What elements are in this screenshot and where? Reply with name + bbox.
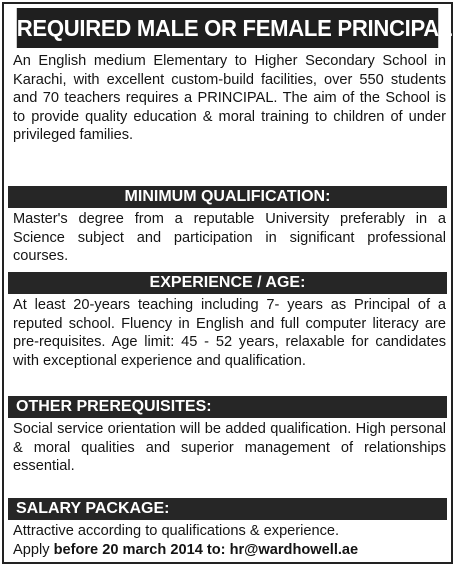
prerequisites-text: Social service orientation will be added qualification. High personal & moral qualities and superior management of relationships essential.: [13, 421, 446, 475]
qualification-heading: MINIMUM QUALIFICATION:: [8, 186, 447, 208]
experience-heading: EXPERIENCE / AGE:: [8, 272, 447, 294]
job-advertisement: [2, 2, 453, 564]
salary-text: Attractive according to qualifications & experience.: [13, 523, 340, 539]
prerequisites-heading: OTHER PREREQUISITES:: [8, 396, 447, 418]
intro-paragraph: An English medium Elementary to Higher Secondary School in Karachi, with excellent custom-build facilities, over 550 students and 70 teachers requires a PRINCIPAL. The aim of the School is to provide quality education & moral training to children of under privileged families.: [13, 53, 446, 144]
qualification-text: Master's degree from a reputable University preferably in a Science subject and participation in significant professional courses.: [13, 211, 446, 265]
apply-line: [13, 541, 446, 560]
experience-text: At least 20-years teaching including 7- years as Principal of a reputed school. Fluency in English and full computer literacy are pre-requisites. Age limit: 45 - 52 years, relaxable for candidates with exceptional experience and qualification.: [13, 297, 446, 369]
salary-heading: SALARY PACKAGE:: [8, 498, 447, 520]
apply-deadline: before 20 march 2014 to:: [53, 541, 230, 558]
salary-section: [13, 522, 446, 559]
apply-prefix: Apply: [13, 541, 54, 558]
ad-title: REQUIRED MALE OR FEMALE PRINCIPAL: [17, 8, 438, 48]
contact-email: hr@wardhowell.ae: [229, 541, 359, 558]
